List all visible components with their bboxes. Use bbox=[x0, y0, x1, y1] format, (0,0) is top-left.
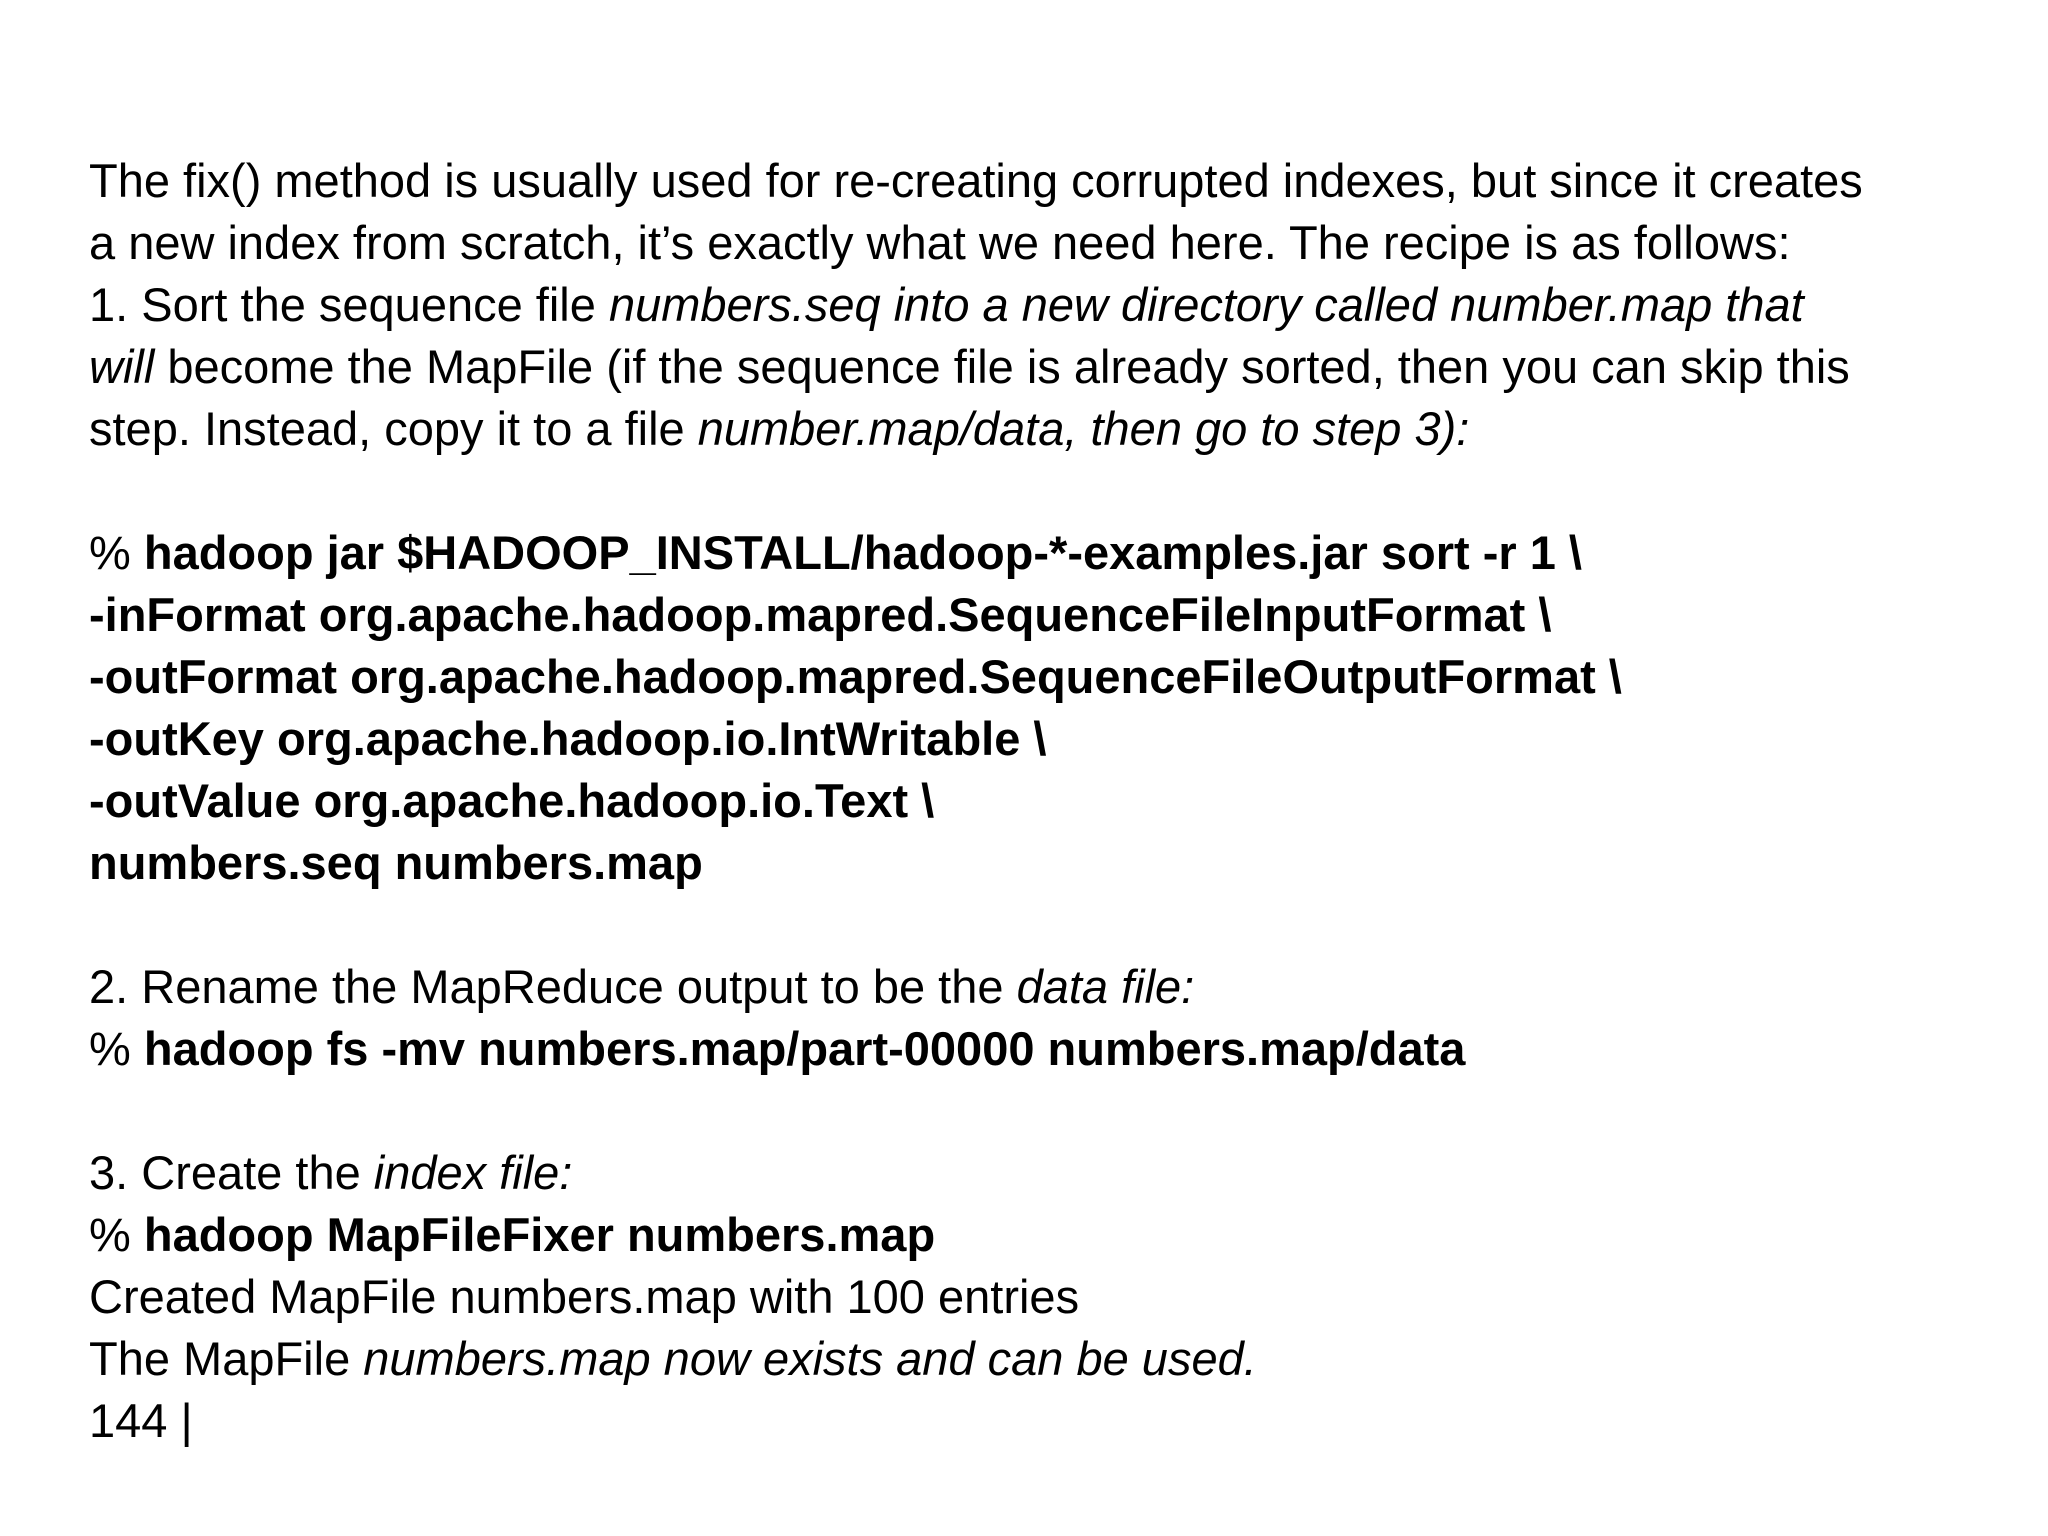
command1-line-3: -outFormat org.apache.hadoop.mapred.SequenceFileOutputFormat \ bbox=[89, 650, 1622, 703]
command1-line-5: -outValue org.apache.hadoop.io.Text \ bbox=[89, 774, 935, 827]
intro-line-2: a new index from scratch, it’s exactly what we need here. The recipe is as follows: bbox=[89, 216, 1791, 269]
step2-command: % hadoop fs -mv numbers.map/part-00000 numbers.map/data bbox=[89, 1022, 1466, 1075]
step3-command: % hadoop MapFileFixer numbers.map bbox=[89, 1208, 936, 1261]
step1-line-2: will become the MapFile (if the sequence file is already sorted, then you can skip this bbox=[89, 340, 1850, 393]
spacer bbox=[89, 1080, 2039, 1142]
document-page bbox=[89, 150, 2039, 1452]
step2-heading: 2. Rename the MapReduce output to be the data file: bbox=[89, 960, 1195, 1013]
page-number: 144 | bbox=[89, 1394, 193, 1447]
spacer bbox=[89, 894, 2039, 956]
intro-line-1: The fix() method is usually used for re-creating corrupted indexes, but since it creates bbox=[89, 154, 1863, 207]
step1-line-3: step. Instead, copy it to a file number.map/data, then go to step 3): bbox=[89, 402, 1470, 455]
spacer bbox=[89, 460, 2039, 522]
command1-line-1: % hadoop jar $HADOOP_INSTALL/hadoop-*-examples.jar sort -r 1 \ bbox=[89, 526, 1582, 579]
step3-heading: 3. Create the index file: bbox=[89, 1146, 573, 1199]
step1-line-1: 1. Sort the sequence file numbers.seq into a new directory called number.map that bbox=[89, 278, 1804, 331]
step3-final: The MapFile numbers.map now exists and can be used. bbox=[89, 1332, 1257, 1385]
command1-line-6: numbers.seq numbers.map bbox=[89, 836, 703, 889]
command1-line-2: -inFormat org.apache.hadoop.mapred.SequenceFileInputFormat \ bbox=[89, 588, 1552, 641]
command1-line-4: -outKey org.apache.hadoop.io.IntWritable \ bbox=[89, 712, 1047, 765]
step3-output: Created MapFile numbers.map with 100 entries bbox=[89, 1270, 1080, 1323]
